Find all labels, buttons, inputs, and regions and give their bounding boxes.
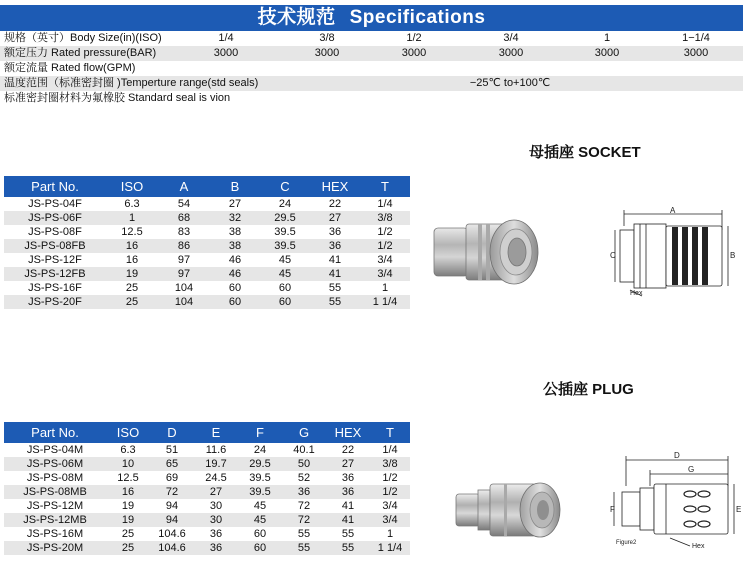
plug-drawing-label-g: G <box>688 465 695 474</box>
plug-col-header: T <box>370 422 410 443</box>
table-cell: 36 <box>310 239 360 253</box>
table-cell: 1/2 <box>370 485 410 499</box>
table-cell: 1/4 <box>360 197 410 211</box>
table-cell: 25 <box>106 295 158 309</box>
table-cell: 24 <box>238 443 282 457</box>
part-number-cell: JS-PS-04F <box>4 197 106 211</box>
table-cell: 36 <box>310 225 360 239</box>
table-cell: 41 <box>326 499 370 513</box>
spec-title-cn: 技术规范 <box>257 7 336 28</box>
table-cell: 60 <box>260 295 310 309</box>
table-row <box>4 225 410 239</box>
spec-seal-label: 标准密封圈材料为氟橡胶 Standard seal is vion <box>4 92 231 104</box>
table-cell: 30 <box>194 499 238 513</box>
table-cell: 1/4 <box>370 443 410 457</box>
table-row <box>4 457 410 471</box>
table-cell: 52 <box>282 471 326 485</box>
table-cell: 72 <box>282 499 326 513</box>
table-cell: 65 <box>150 457 194 471</box>
table-cell: 54 <box>158 197 210 211</box>
table-cell: 27 <box>194 485 238 499</box>
spec-size-value: 1 <box>603 32 611 44</box>
table-cell: 55 <box>326 541 370 555</box>
table-cell: 51 <box>150 443 194 457</box>
spec-pressure-value: 3000 <box>314 47 340 59</box>
part-number-cell: JS-PS-16F <box>4 281 106 295</box>
table-cell: 41 <box>310 267 360 281</box>
table-cell: 6.3 <box>106 197 158 211</box>
plug-drawing-label-e: E <box>736 505 742 514</box>
table-row <box>4 197 410 211</box>
table-cell: 45 <box>238 513 282 527</box>
table-cell: 22 <box>326 443 370 457</box>
table-cell: 3/4 <box>370 513 410 527</box>
table-row <box>4 443 410 457</box>
table-cell: 60 <box>260 281 310 295</box>
table-cell: 1 1/4 <box>370 541 410 555</box>
table-cell: 55 <box>282 541 326 555</box>
table-cell: 6.3 <box>106 443 150 457</box>
table-cell: 60 <box>210 281 260 295</box>
table-cell: 1 <box>106 211 158 225</box>
table-cell: 3/4 <box>360 253 410 267</box>
table-cell: 41 <box>326 513 370 527</box>
socket-col-header: ISO <box>106 176 158 197</box>
table-row <box>4 267 410 281</box>
table-cell: 27 <box>210 197 260 211</box>
part-number-cell: JS-PS-08MB <box>4 485 106 499</box>
table-cell: 39.5 <box>260 225 310 239</box>
socket-drawing-label-a: A <box>670 206 676 215</box>
table-cell: 16 <box>106 253 158 267</box>
table-cell: 12.5 <box>106 471 150 485</box>
specifications-header <box>0 5 743 31</box>
spec-size-value: 1/2 <box>406 32 422 44</box>
part-number-cell: JS-PS-04M <box>4 443 106 457</box>
plug-drawing-figure-label: Figure2 <box>616 540 637 546</box>
table-cell: 39.5 <box>260 239 310 253</box>
plug-drawing-label-d: D <box>674 451 680 460</box>
table-cell: 39.5 <box>238 471 282 485</box>
table-cell: 1 <box>360 281 410 295</box>
table-cell: 38 <box>210 225 260 239</box>
spec-size-value: 3/4 <box>503 32 519 44</box>
table-cell: 36 <box>326 485 370 499</box>
table-row <box>4 485 410 499</box>
spec-row-flow <box>0 61 743 76</box>
table-cell: 50 <box>282 457 326 471</box>
table-cell: 55 <box>310 281 360 295</box>
plug-drawing-label-f: F <box>610 505 615 514</box>
table-cell: 104 <box>158 295 210 309</box>
plug-col-header: Part No. <box>4 422 106 443</box>
spec-pressure-value: 3000 <box>498 47 524 59</box>
table-cell: 104 <box>158 281 210 295</box>
plug-table <box>4 422 410 555</box>
part-number-cell: JS-PS-20F <box>4 295 106 309</box>
table-cell: 97 <box>158 267 210 281</box>
table-cell: 72 <box>282 513 326 527</box>
plug-col-header: G <box>282 422 326 443</box>
spec-size-value: 3/8 <box>319 32 335 44</box>
table-cell: 3/4 <box>370 499 410 513</box>
spec-temp-label: 温度范围（标准密封圈 )Temperture range(std seals) <box>4 77 259 89</box>
socket-title: 母插座 SOCKET <box>529 144 641 161</box>
table-cell: 1/2 <box>360 225 410 239</box>
part-number-cell: JS-PS-16M <box>4 527 106 541</box>
table-cell: 3/8 <box>360 211 410 225</box>
table-cell: 19 <box>106 499 150 513</box>
table-row <box>4 239 410 253</box>
socket-table <box>4 176 410 309</box>
table-row <box>4 527 410 541</box>
plug-title: 公插座 PLUG <box>543 381 634 398</box>
socket-table-header <box>4 176 410 197</box>
spec-row-size <box>0 31 743 46</box>
table-cell: 104.6 <box>150 541 194 555</box>
spec-pressure-label: 额定压力 Rated pressure(BAR) <box>4 47 157 59</box>
table-cell: 45 <box>260 253 310 267</box>
plug-col-header: ISO <box>106 422 150 443</box>
table-cell: 19 <box>106 513 150 527</box>
socket-drawing-label-c: C <box>610 251 616 260</box>
table-cell: 1 1/4 <box>360 295 410 309</box>
spec-flow-label: 额定流量 Rated flow(GPM) <box>4 62 136 74</box>
table-cell: 27 <box>310 211 360 225</box>
spec-row-pressure <box>0 46 743 61</box>
table-cell: 60 <box>238 527 282 541</box>
table-cell: 36 <box>282 485 326 499</box>
table-cell: 94 <box>150 499 194 513</box>
table-cell: 39.5 <box>238 485 282 499</box>
table-cell: 55 <box>310 295 360 309</box>
socket-photo <box>428 214 548 292</box>
table-cell: 41 <box>310 253 360 267</box>
table-cell: 69 <box>150 471 194 485</box>
table-cell: 55 <box>326 527 370 541</box>
spec-pressure-value: 3000 <box>401 47 427 59</box>
plug-col-header: F <box>238 422 282 443</box>
table-cell: 3/4 <box>360 267 410 281</box>
table-cell: 55 <box>282 527 326 541</box>
table-cell: 97 <box>158 253 210 267</box>
spec-temp-value: −25℃ to+100℃ <box>469 77 551 89</box>
spec-pressure-value: 3000 <box>213 47 239 59</box>
plug-col-header: HEX <box>326 422 370 443</box>
table-cell: 24.5 <box>194 471 238 485</box>
table-cell: 72 <box>150 485 194 499</box>
socket-col-header: HEX <box>310 176 360 197</box>
plug-table-header <box>4 422 410 443</box>
table-row <box>4 211 410 225</box>
socket-col-header: T <box>360 176 410 197</box>
table-cell: 36 <box>326 471 370 485</box>
table-cell: 86 <box>158 239 210 253</box>
spec-title-en: Specifications <box>349 7 486 28</box>
table-cell: 1 <box>370 527 410 541</box>
table-cell: 36 <box>194 541 238 555</box>
spec-row-temperature <box>0 76 743 91</box>
part-number-cell: JS-PS-06F <box>4 211 106 225</box>
table-cell: 1/2 <box>360 239 410 253</box>
spec-size-label: 规格（英寸）Body Size(in)(ISO) <box>4 32 162 44</box>
plug-photo <box>450 472 570 548</box>
part-number-cell: JS-PS-08FB <box>4 239 106 253</box>
table-cell: 94 <box>150 513 194 527</box>
table-cell: 46 <box>210 267 260 281</box>
spec-pressure-value: 3000 <box>594 47 620 59</box>
table-cell: 1/2 <box>370 471 410 485</box>
table-cell: 25 <box>106 281 158 295</box>
part-number-cell: JS-PS-08F <box>4 225 106 239</box>
table-cell: 40.1 <box>282 443 326 457</box>
spec-size-value: 1−1/4 <box>682 32 710 44</box>
table-cell: 16 <box>106 239 158 253</box>
plug-drawing <box>610 446 742 552</box>
table-cell: 3/8 <box>370 457 410 471</box>
socket-col-header: A <box>158 176 210 197</box>
socket-table-body <box>4 197 410 309</box>
table-cell: 36 <box>194 527 238 541</box>
table-cell: 22 <box>310 197 360 211</box>
part-number-cell: JS-PS-12MB <box>4 513 106 527</box>
part-number-cell: JS-PS-08M <box>4 471 106 485</box>
socket-drawing-label-b: B <box>730 251 736 260</box>
table-cell: 29.5 <box>238 457 282 471</box>
table-cell: 46 <box>210 253 260 267</box>
table-cell: 38 <box>210 239 260 253</box>
spec-row-seal <box>0 91 743 106</box>
table-cell: 24 <box>260 197 310 211</box>
part-number-cell: JS-PS-20M <box>4 541 106 555</box>
socket-col-header: Part No. <box>4 176 106 197</box>
table-row <box>4 471 410 485</box>
plug-col-header: E <box>194 422 238 443</box>
table-cell: 45 <box>238 499 282 513</box>
socket-col-header: C <box>260 176 310 197</box>
part-number-cell: JS-PS-12M <box>4 499 106 513</box>
table-cell: 104.6 <box>150 527 194 541</box>
part-number-cell: JS-PS-06M <box>4 457 106 471</box>
table-cell: 27 <box>326 457 370 471</box>
plug-table-body <box>4 443 410 555</box>
table-cell: 30 <box>194 513 238 527</box>
table-cell: 60 <box>210 295 260 309</box>
socket-drawing-label-hex: Hex <box>630 290 643 297</box>
table-cell: 45 <box>260 267 310 281</box>
table-cell: 29.5 <box>260 211 310 225</box>
table-cell: 12.5 <box>106 225 158 239</box>
table-cell: 32 <box>210 211 260 225</box>
table-cell: 19 <box>106 267 158 281</box>
table-cell: 16 <box>106 485 150 499</box>
socket-drawing <box>610 206 740 298</box>
table-row <box>4 253 410 267</box>
table-row <box>4 281 410 295</box>
part-number-cell: JS-PS-12FB <box>4 267 106 281</box>
table-row <box>4 499 410 513</box>
socket-col-header: B <box>210 176 260 197</box>
table-row <box>4 295 410 309</box>
plug-col-header: D <box>150 422 194 443</box>
part-number-cell: JS-PS-12F <box>4 253 106 267</box>
table-cell: 19.7 <box>194 457 238 471</box>
table-row <box>4 513 410 527</box>
table-cell: 11.6 <box>194 443 238 457</box>
plug-drawing-label-hex: Hex <box>692 543 705 550</box>
spec-size-value: 1/4 <box>218 32 234 44</box>
table-cell: 25 <box>106 541 150 555</box>
table-row <box>4 541 410 555</box>
table-cell: 68 <box>158 211 210 225</box>
table-cell: 25 <box>106 527 150 541</box>
spec-pressure-value: 3000 <box>683 47 709 59</box>
table-cell: 83 <box>158 225 210 239</box>
table-cell: 60 <box>238 541 282 555</box>
table-cell: 10 <box>106 457 150 471</box>
